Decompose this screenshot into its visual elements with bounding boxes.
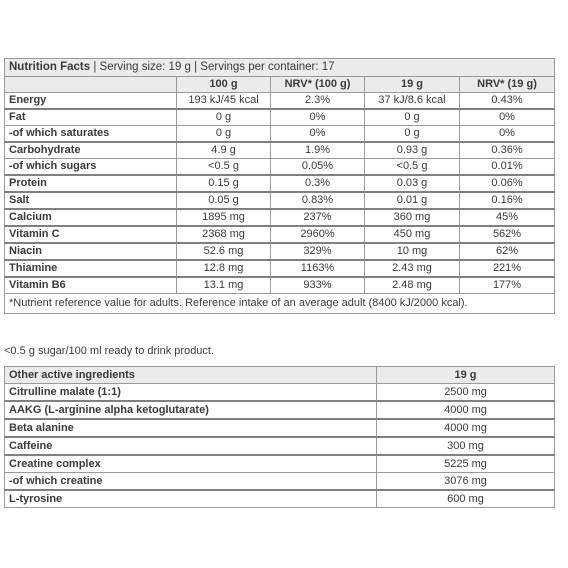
nutrition-row <box>5 109 555 126</box>
actives-header-cell: 19 g <box>377 367 555 384</box>
ingredient-name: L-tyrosine <box>5 490 377 508</box>
nutrient-name: Protein <box>5 175 177 192</box>
nutrition-header-cell: NRV* (100 g) <box>271 77 365 93</box>
nutrient-value: 12.8 mg <box>177 260 271 277</box>
nutrition-title-bold: Nutrition Facts <box>9 61 91 73</box>
ingredient-name: Creatine complex <box>5 455 377 473</box>
ingredient-name: Caffeine <box>5 437 377 455</box>
actives-row <box>5 455 555 473</box>
nutrient-value: 0.83% <box>271 192 365 209</box>
nutrient-value: 45% <box>460 209 555 226</box>
ingredient-name: Citrulline malate (1:1) <box>5 384 377 402</box>
nutrient-value: 0% <box>460 126 555 143</box>
ingredient-name: Beta alanine <box>5 419 377 437</box>
nutrition-header-cell: 19 g <box>365 77 460 93</box>
actives-header-cell: Other active ingredients <box>5 367 377 384</box>
nutrient-value: 4.9 g <box>177 142 271 159</box>
nutrition-row <box>5 159 555 176</box>
nutrient-value: 0 g <box>365 126 460 143</box>
actives-row <box>5 384 555 402</box>
nutrient-value: 1895 mg <box>177 209 271 226</box>
ingredient-amount: 3076 mg <box>377 473 555 491</box>
nutrient-value: 562% <box>460 226 555 243</box>
actives-row <box>5 437 555 455</box>
nutrition-table-body <box>5 59 555 294</box>
nutrient-value: 62% <box>460 243 555 260</box>
nutrition-header-row <box>5 77 555 93</box>
nutrient-value: 2.3% <box>271 93 365 110</box>
nutrition-row <box>5 126 555 143</box>
nutrient-name: Energy <box>5 93 177 110</box>
sugar-note: <0.5 g sugar/100 ml ready to drink product. <box>4 345 215 357</box>
nutrient-value: 2.48 mg <box>365 277 460 294</box>
nutrition-title-row <box>5 59 555 77</box>
ingredient-amount: 2500 mg <box>377 384 555 402</box>
nutrient-value: 0.05% <box>271 159 365 176</box>
nutrient-value: 0% <box>271 126 365 143</box>
nutrient-name: Calcium <box>5 209 177 226</box>
actives-row <box>5 490 555 508</box>
ingredient-amount: 4000 mg <box>377 419 555 437</box>
nutrient-value: <0.5 g <box>177 159 271 176</box>
actives-row <box>5 401 555 419</box>
nutrient-value: 0.3% <box>271 175 365 192</box>
nutrient-value: 1.9% <box>271 142 365 159</box>
nutrient-value: 0.01% <box>460 159 555 176</box>
nutrient-value: 0% <box>271 109 365 126</box>
nutrient-value: 2.43 mg <box>365 260 460 277</box>
nutrient-value: 13.1 mg <box>177 277 271 294</box>
nutrient-value: 193 kJ/45 kcal <box>177 93 271 110</box>
nutrition-row <box>5 142 555 159</box>
nutrition-row <box>5 226 555 243</box>
nutrient-value: 221% <box>460 260 555 277</box>
nutrient-name: Carbohydrate <box>5 142 177 159</box>
nutrient-value: 177% <box>460 277 555 294</box>
ingredient-name: -of which creatine <box>5 473 377 491</box>
nutrition-facts-table <box>4 58 555 314</box>
nutrition-header-cell <box>5 77 177 93</box>
nutrition-footnote: *Nutrient reference value for adults. Reference intake of an average adult (8400 kJ/2000 kcal). <box>5 294 555 314</box>
nutrient-value: 450 mg <box>365 226 460 243</box>
nutrient-value: 37 kJ/8.6 kcal <box>365 93 460 110</box>
nutrient-value: 0.93 g <box>365 142 460 159</box>
nutrient-name: Niacin <box>5 243 177 260</box>
nutrient-value: 0 g <box>177 109 271 126</box>
ingredient-name: AAKG (L-arginine alpha ketoglutarate) <box>5 401 377 419</box>
nutrition-row <box>5 192 555 209</box>
nutrition-row <box>5 277 555 294</box>
nutrient-name: -of which sugars <box>5 159 177 176</box>
nutrient-value: 0 g <box>177 126 271 143</box>
nutrient-name: Fat <box>5 109 177 126</box>
nutrition-title <box>5 59 555 77</box>
ingredient-amount: 600 mg <box>377 490 555 508</box>
nutrient-value: 0.03 g <box>365 175 460 192</box>
nutrient-value: 0.43% <box>460 93 555 110</box>
nutrient-name: Thiamine <box>5 260 177 277</box>
nutrient-name: -of which saturates <box>5 126 177 143</box>
nutrient-value: 2960% <box>271 226 365 243</box>
nutrient-value: 0% <box>460 109 555 126</box>
nutrient-value: 0.05 g <box>177 192 271 209</box>
nutrient-value: 10 mg <box>365 243 460 260</box>
nutrient-name: Salt <box>5 192 177 209</box>
nutrient-value: 329% <box>271 243 365 260</box>
ingredient-amount: 4000 mg <box>377 401 555 419</box>
nutrient-value: 0 g <box>365 109 460 126</box>
ingredient-amount: 300 mg <box>377 437 555 455</box>
nutrition-row <box>5 93 555 110</box>
nutrition-row <box>5 175 555 192</box>
nutrition-row <box>5 260 555 277</box>
actives-row <box>5 473 555 491</box>
nutrition-header-cell: 100 g <box>177 77 271 93</box>
nutrient-value: 0.15 g <box>177 175 271 192</box>
nutrition-footnote-row <box>5 294 555 314</box>
nutrient-value: 0.06% <box>460 175 555 192</box>
actives-row <box>5 419 555 437</box>
active-ingredients-table <box>4 366 555 508</box>
actives-header-row <box>5 367 555 384</box>
nutrient-value: 360 mg <box>365 209 460 226</box>
nutrient-value: 2368 mg <box>177 226 271 243</box>
nutrition-title-serving: | Serving size: 19 g | Servings per container: 17 <box>90 61 335 73</box>
nutrient-name: Vitamin C <box>5 226 177 243</box>
nutrient-value: 52.6 mg <box>177 243 271 260</box>
nutrition-row <box>5 209 555 226</box>
nutrient-value: 933% <box>271 277 365 294</box>
nutrient-value: <0.5 g <box>365 159 460 176</box>
nutrient-value: 1163% <box>271 260 365 277</box>
active-ingredients-body <box>5 367 555 508</box>
nutrition-row <box>5 243 555 260</box>
nutrient-value: 237% <box>271 209 365 226</box>
ingredient-amount: 5225 mg <box>377 455 555 473</box>
nutrient-name: Vitamin B6 <box>5 277 177 294</box>
nutrient-value: 0.16% <box>460 192 555 209</box>
nutrition-header-cell: NRV* (19 g) <box>460 77 555 93</box>
nutrient-value: 0.36% <box>460 142 555 159</box>
nutrient-value: 0.01 g <box>365 192 460 209</box>
